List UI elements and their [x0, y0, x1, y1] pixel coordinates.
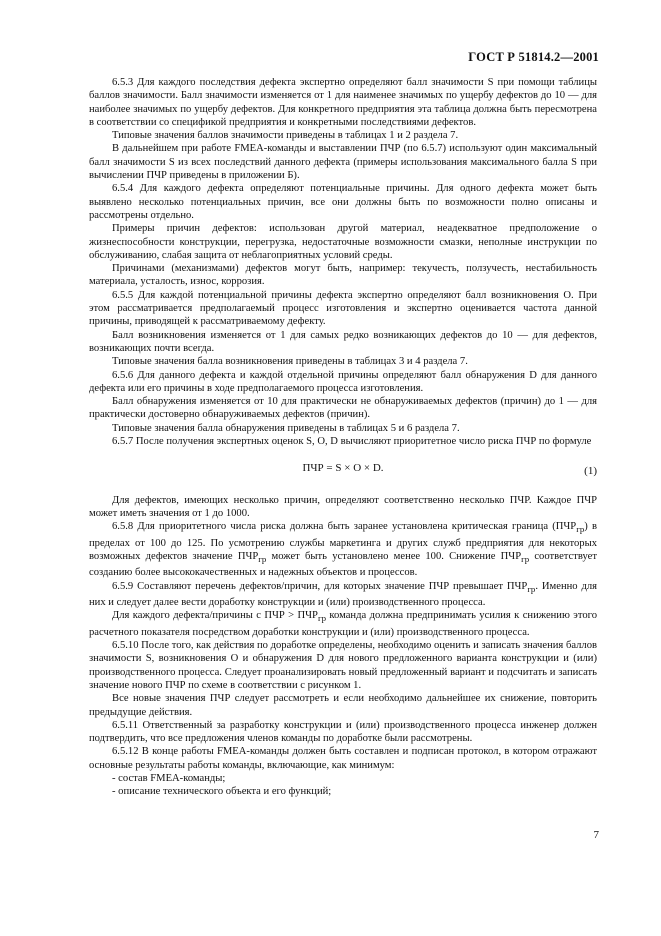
clause-6-5-3: 6.5.3 Для каждого последствия дефекта экспертно определяют балл значимости S при помощи таблицы баллов значимости. Балл значимости изменяется от 1 для наименее значимых по ущербу дефектов до 10 — для наиболее значимых по ущербу дефектов. Для конкретного предприятия эта таблица должна быть пересмотрена в соответствии со спецификой предприятия и конкретными последствиями дефектов.: [89, 77, 597, 128]
clause-6-5-8-text-a: 6.5.8 Для приоритетного числа риска должна быть заранее установлена критическая граница (ПЧР: [112, 521, 577, 533]
clause-6-5-11: 6.5.11 Ответственный за разработку конструкции и (или) производственного процесса инженер должен подтвердить, что все предложения членов команды по доработке были рассмотрены.: [89, 719, 597, 745]
standard-designation: ГОСТ Р 51814.2—2001: [468, 50, 599, 64]
subscript-gr: гр: [258, 554, 267, 565]
formula-expression: ПЧР = S × O × D.: [302, 462, 384, 475]
paragraph-s-typical: Типовые значения баллов значимости приведены в таблицах 1 и 2 раздела 7.: [112, 130, 459, 142]
clause-6-5-9: [89, 580, 597, 610]
paragraph-each-defect: [89, 609, 597, 639]
list-item: - состав FMEA-команды;: [112, 772, 226, 784]
paragraph-cause-examples: Примеры причин дефектов: использован другой материал, неадекватное предположение о жизнеспособности конструкции, перегрузка, недостаточные возможности смазки, неполные инструкции по обслуживанию, слабая защита от неблагоприятных условий среды.: [89, 223, 597, 261]
clause-6-5-8-text-d: соответствует созданию более высококачественных и надежных объектов и процессов.: [89, 550, 598, 579]
clause-6-5-8-text-c: может быть установлено менее 100. Снижение ПЧР: [266, 550, 522, 562]
subscript-gr: гр: [576, 524, 585, 535]
clause-6-5-7: 6.5.7 После получения экспертных оценок S, O, D вычисляют приоритетное число риска ПЧР по формуле: [112, 436, 592, 448]
clause-6-5-5: 6.5.5 Для каждой потенциальной причины дефекта экспертно определяют балл возникновения O. При этом рассматривается предполагаемый процесс изготовления и экспертно оценивается частота данной причины, приводящей к рассматриваемому дефекту.: [89, 289, 597, 328]
paragraph-d-typical: Типовые значения балла обнаружения приведены в таблицах 5 и 6 раздела 7.: [112, 422, 460, 434]
list-item: - описание технического объекта и его функций;: [112, 786, 332, 798]
clause-6-5-8: [89, 520, 597, 579]
clause-6-5-10: 6.5.10 После того, как действия по доработке определены, необходимо оценить и записать значения баллов значимости S, возникновения O и обнаружения D для нового предложенного варианта конструкции и (или) производственного процесса. Следует проанализировать новый предложенный вариант и подсчитать и записать значение нового ПЧР по схеме в соответствии с рисунком 1.: [89, 640, 597, 691]
formula-number: (1): [584, 465, 597, 478]
subscript-gr: гр: [527, 583, 536, 594]
paragraph-o-typical: Типовые значения балла возникновения приведены в таблицах 3 и 4 раздела 7.: [112, 356, 468, 368]
paragraph-o-range: Балл возникновения изменяется от 1 для самых редко возникающих дефектов до 10 — для дефектов, возникающих почти всегда.: [89, 329, 597, 354]
document-body: [89, 76, 597, 799]
clause-6-5-6: 6.5.6 Для данного дефекта и каждой отдельной причины определяют балл обнаружения D для данного дефекта или его причины в ходе предполагаемого процесса изготовления.: [89, 369, 597, 394]
paragraph-s-further: В дальнейшем при работе FMEA-команды и выставлении ПЧР (по 6.5.7) используют один максимальный балл значимости S из всех последствий данного дефекта (примеры использования максимального балла S при вычислении ПЧР приведены в приложении Б).: [89, 143, 597, 182]
formula-1: [89, 462, 597, 478]
paragraph-new-values: Все новые значения ПЧР следует рассмотреть и если необходимо дальнейшее их снижение, повторить предыдущие действия.: [89, 693, 597, 718]
paragraph-mechanisms: Причинами (механизмами) дефектов могут быть, например: текучесть, ползучесть, нестабильность материала, усталость, износ, коррозия.: [89, 263, 597, 288]
subscript-gr: гр: [521, 554, 530, 565]
paragraph-each-text-b: команда должна предпринимать усилия к снижению этого расчетного показателя посредством доработки конструкции и (или) производственного процесса.: [89, 610, 597, 638]
clause-6-5-9-text-b: . Именно для них и следует далее вести доработку конструкции и (или) производственного процесса.: [89, 580, 598, 609]
paragraph-each-text-a: Для каждого дефекта/причины с ПЧР > ПЧР: [112, 610, 318, 622]
paragraph-multi-causes: Для дефектов, имеющих несколько причин, определяют соответственно несколько ПЧР. Каждое ПЧР может иметь значения от 1 до 1000.: [89, 494, 597, 519]
clause-6-5-12: 6.5.12 В конце работы FMEA-команды должен быть составлен и подписан протокол, в котором отражают основные результаты работы команды, включающие, как минимум:: [89, 746, 597, 771]
clause-6-5-8-text-b: ) в пределах от 100 до 125. По усмотрению службы маркетинга и других служб предприятия для некоторых возможных дефектов значение ПЧР: [89, 521, 597, 562]
page-number: 7: [593, 829, 599, 841]
clause-6-5-4: 6.5.4 Для каждого дефекта определяют потенциальные причины. Для одного дефекта может быть выявлено несколько потенциальных причин, все они должны быть по возможности полно описаны и рассмотрены отдельно.: [89, 183, 597, 221]
subscript-gr: гр: [317, 613, 326, 624]
clause-6-5-9-text-a: 6.5.9 Составляют перечень дефектов/причин, для которых значение ПЧР превышает ПЧР: [112, 580, 528, 592]
paragraph-d-range: Балл обнаружения изменяется от 10 для практически не обнаруживаемых дефектов (причин) до 1 — для практически достоверно обнаруживаемых дефектов (причин).: [89, 396, 597, 421]
